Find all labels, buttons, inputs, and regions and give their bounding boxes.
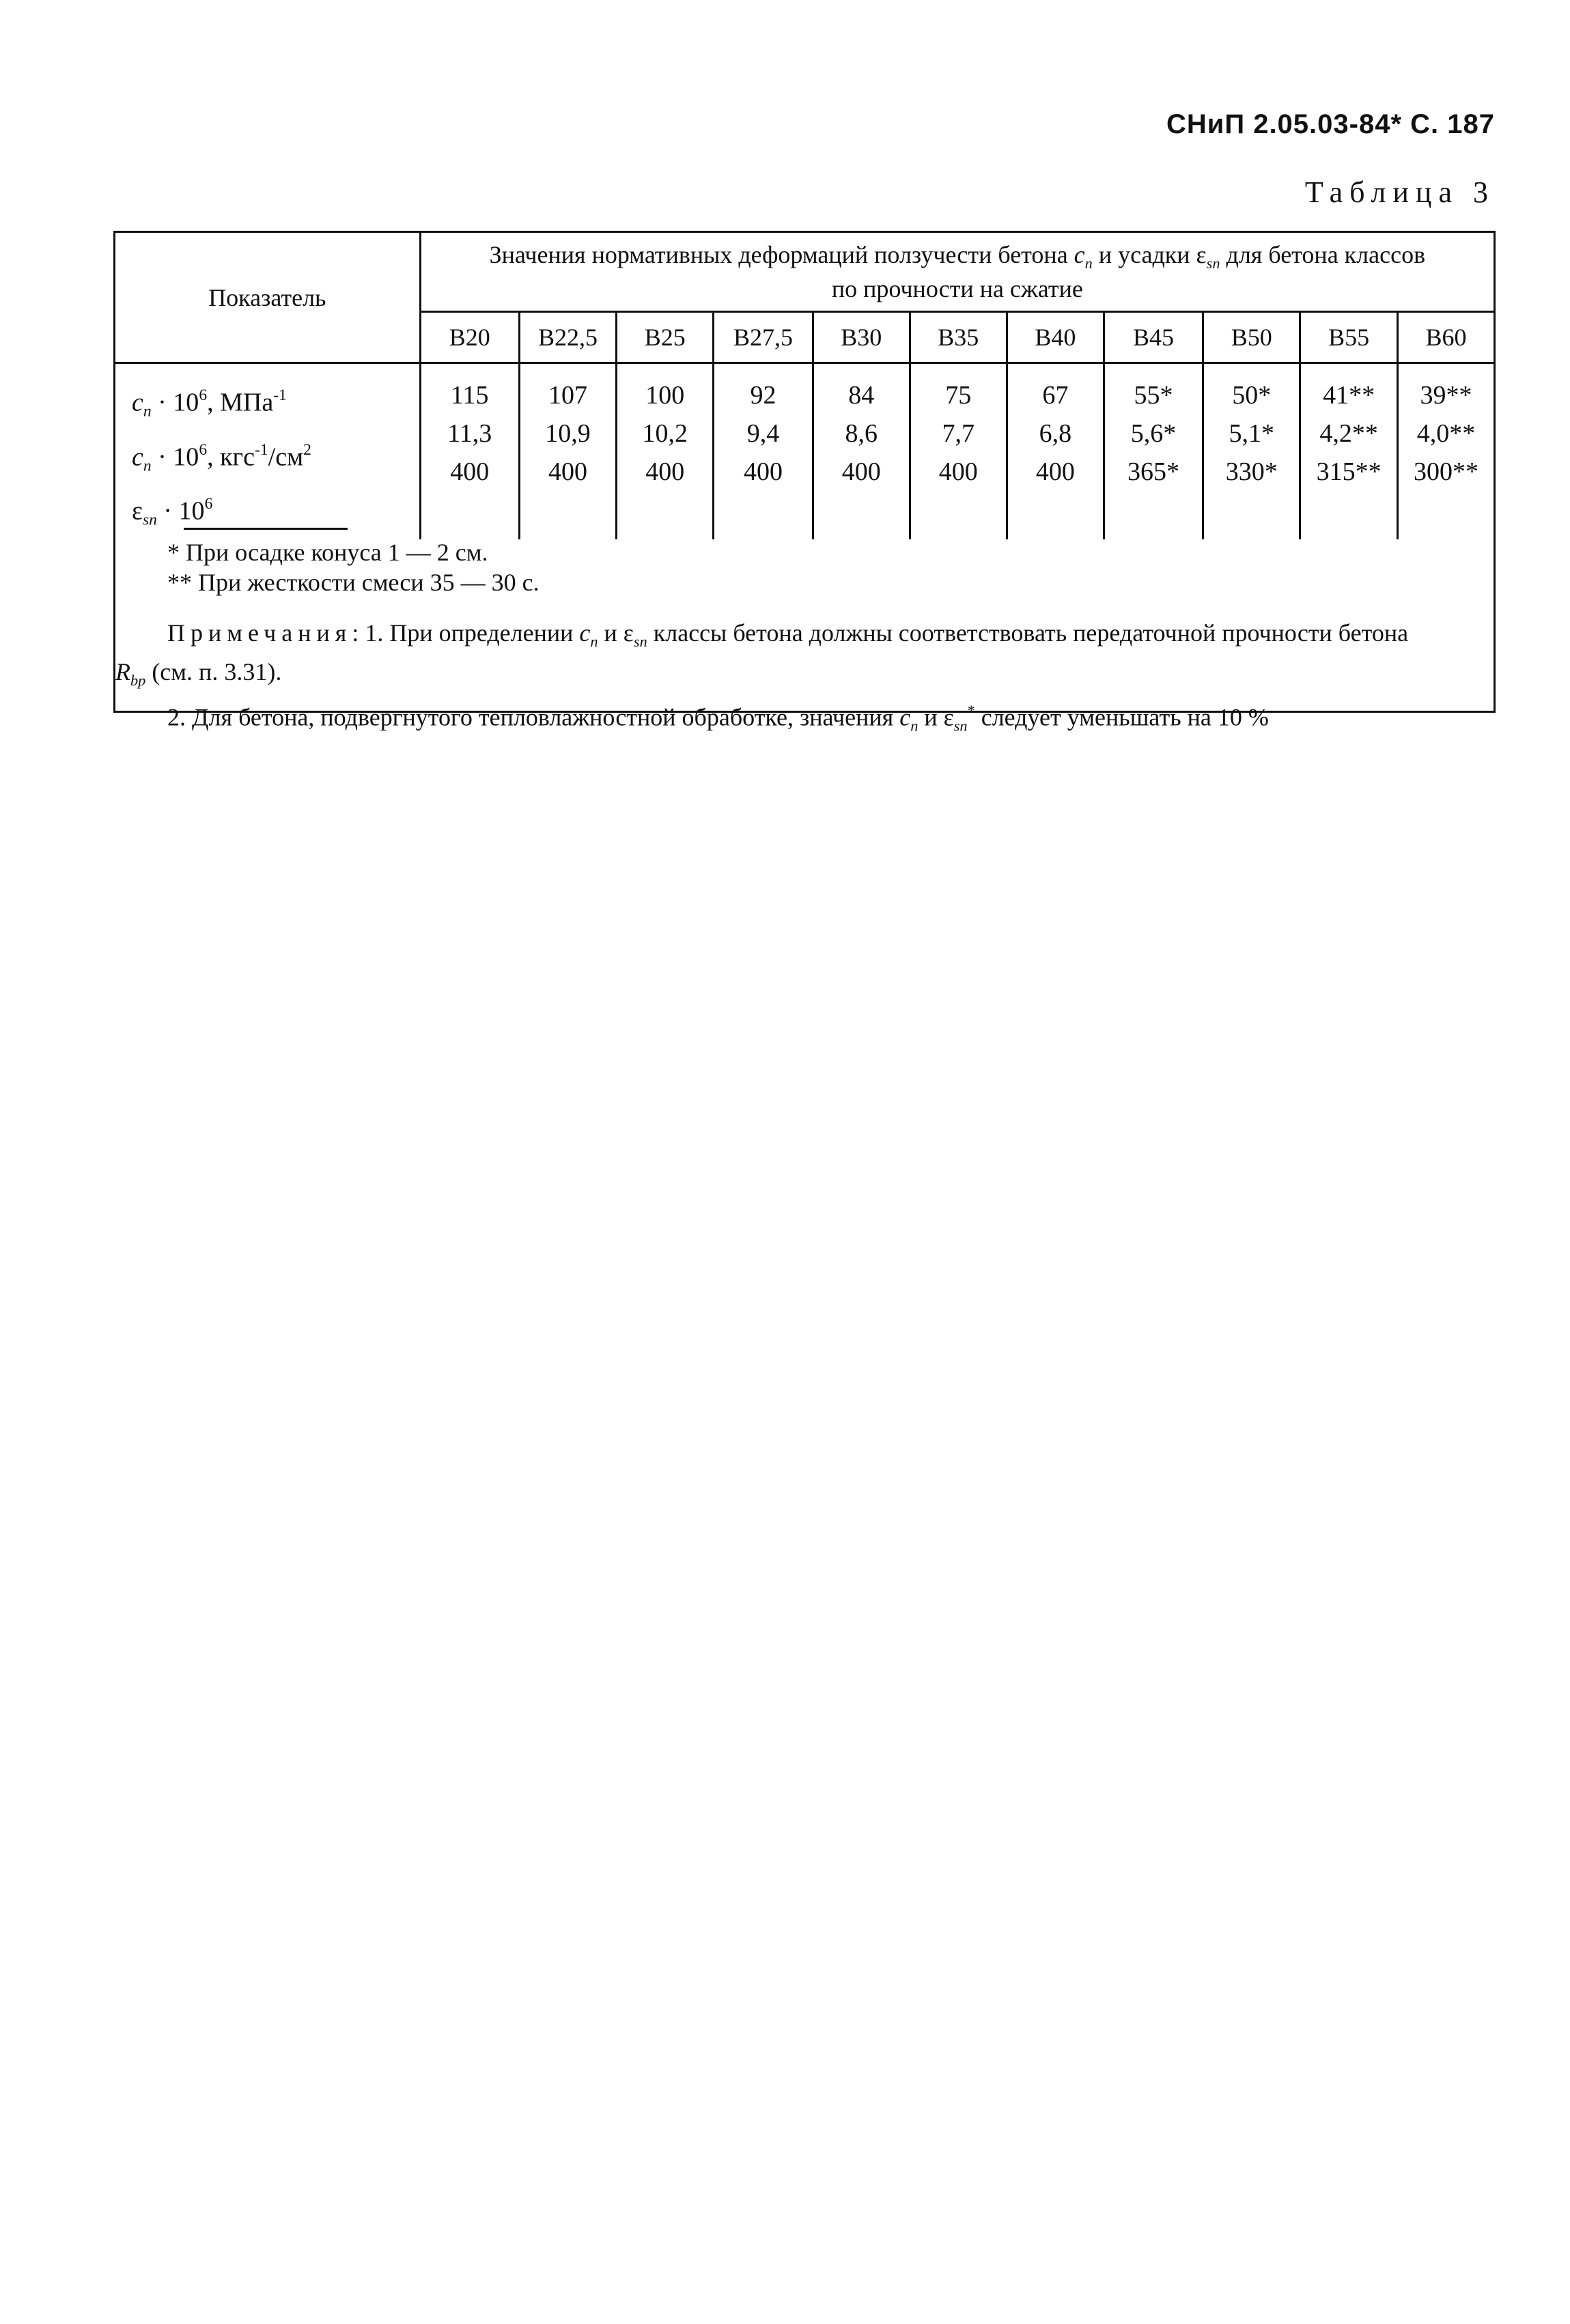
class-header: B25	[617, 312, 714, 363]
group-header: Значения нормативных деформаций ползучести бетона $c_n$ и усадки $\varepsilon_{sn}$ для бетона классов по прочности на сжатие	[420, 233, 1494, 312]
value-column	[813, 363, 910, 539]
value-cell: 400	[548, 457, 587, 486]
value-column	[1397, 363, 1494, 539]
value-cell: 75	[945, 381, 972, 410]
page-header: СНиП 2.05.03-84* С. 187	[1166, 109, 1495, 139]
value-cell: 400	[645, 457, 685, 486]
value-cell: 8,6	[845, 419, 878, 448]
value-cell: 10,2	[642, 419, 688, 448]
value-cell: 400	[841, 457, 881, 486]
value-cell: 5,1*	[1229, 419, 1275, 448]
row-label-cn-kgs: $c_n \cdot 10^6$, $кгс^{-1}/см^2$	[132, 440, 311, 475]
class-header: B20	[420, 312, 519, 363]
value-column	[1007, 363, 1104, 539]
table-frame	[113, 231, 1496, 734]
value-cell: 92	[750, 381, 776, 410]
row-labels	[115, 363, 420, 539]
value-column	[420, 363, 519, 539]
class-header: B22,5	[519, 312, 616, 363]
value-cell: 300**	[1413, 457, 1478, 486]
footnote-1: * При осадке конуса 1 — 2 см.	[167, 539, 488, 566]
value-cell: 115	[450, 381, 489, 410]
value-cell: 315**	[1316, 457, 1382, 486]
value-cell: 400	[744, 457, 783, 486]
value-cell: 7,7	[942, 419, 975, 448]
table-caption: Таблица 3	[1304, 175, 1495, 209]
value-cell: 67	[1042, 381, 1069, 410]
class-header: B30	[813, 312, 910, 363]
value-cell: 10,9	[545, 419, 591, 448]
value-cell: 4,2**	[1319, 419, 1378, 448]
value-cell: 365*	[1127, 457, 1180, 486]
value-cell: 107	[548, 381, 587, 410]
value-cell: 5,6*	[1130, 419, 1177, 448]
remarks	[115, 618, 1485, 741]
value-cell: 84	[848, 381, 875, 410]
data-table	[115, 233, 1494, 539]
class-header: B45	[1104, 312, 1203, 363]
remark-1: Примечания: 1. При определении $c_n$ и $\varepsilon_{sn}$ классы бетона должны соответствовать передаточной прочности бетона	[167, 619, 1409, 650]
row-label-cn-mpa: $c_n \cdot 10^6$, МПа$^{-1}$	[132, 386, 287, 421]
row-label-esn: $\varepsilon_{sn} \cdot 10^6$	[132, 495, 213, 529]
value-cell: 330*	[1225, 457, 1278, 486]
value-column	[1300, 363, 1397, 539]
remark-1-cont: $R_{bp}$ (см. п. 3.31).	[115, 657, 282, 689]
value-cell: 400	[938, 457, 978, 486]
class-header: B35	[910, 312, 1007, 363]
value-cell: 50*	[1232, 381, 1272, 410]
class-header: B50	[1203, 312, 1300, 363]
value-column	[1104, 363, 1203, 539]
class-header: B55	[1300, 312, 1397, 363]
value-cell: 400	[450, 457, 490, 486]
value-column	[617, 363, 714, 539]
value-cell: 6,8	[1039, 419, 1072, 448]
value-cell: 100	[645, 381, 685, 410]
indicator-header: Показатель	[115, 233, 420, 363]
class-header: B40	[1007, 312, 1104, 363]
value-cell: 55*	[1134, 381, 1173, 410]
value-cell: 41**	[1323, 381, 1375, 410]
value-cell: 39**	[1420, 381, 1472, 410]
footnotes	[115, 537, 1485, 741]
value-column	[714, 363, 813, 539]
value-cell: 4,0**	[1416, 419, 1476, 448]
footnote-2: ** При жесткости смеси 35 — 30 с.	[167, 569, 539, 596]
value-cell: 11,3	[447, 419, 492, 448]
class-header: B27,5	[714, 312, 813, 363]
value-column	[519, 363, 616, 539]
value-column	[910, 363, 1007, 539]
class-header: B60	[1397, 312, 1494, 363]
footnote-divider	[184, 528, 348, 530]
value-cell: 400	[1035, 457, 1075, 486]
remark-2: 2. Для бетона, подвергнутого тепловлажностной обработке, значения $c_n$ и $\varepsilon_{sn}^*$ следует уменьшать на 10 %	[167, 701, 1269, 734]
value-cell: 9,4	[746, 419, 780, 448]
value-column	[1203, 363, 1300, 539]
